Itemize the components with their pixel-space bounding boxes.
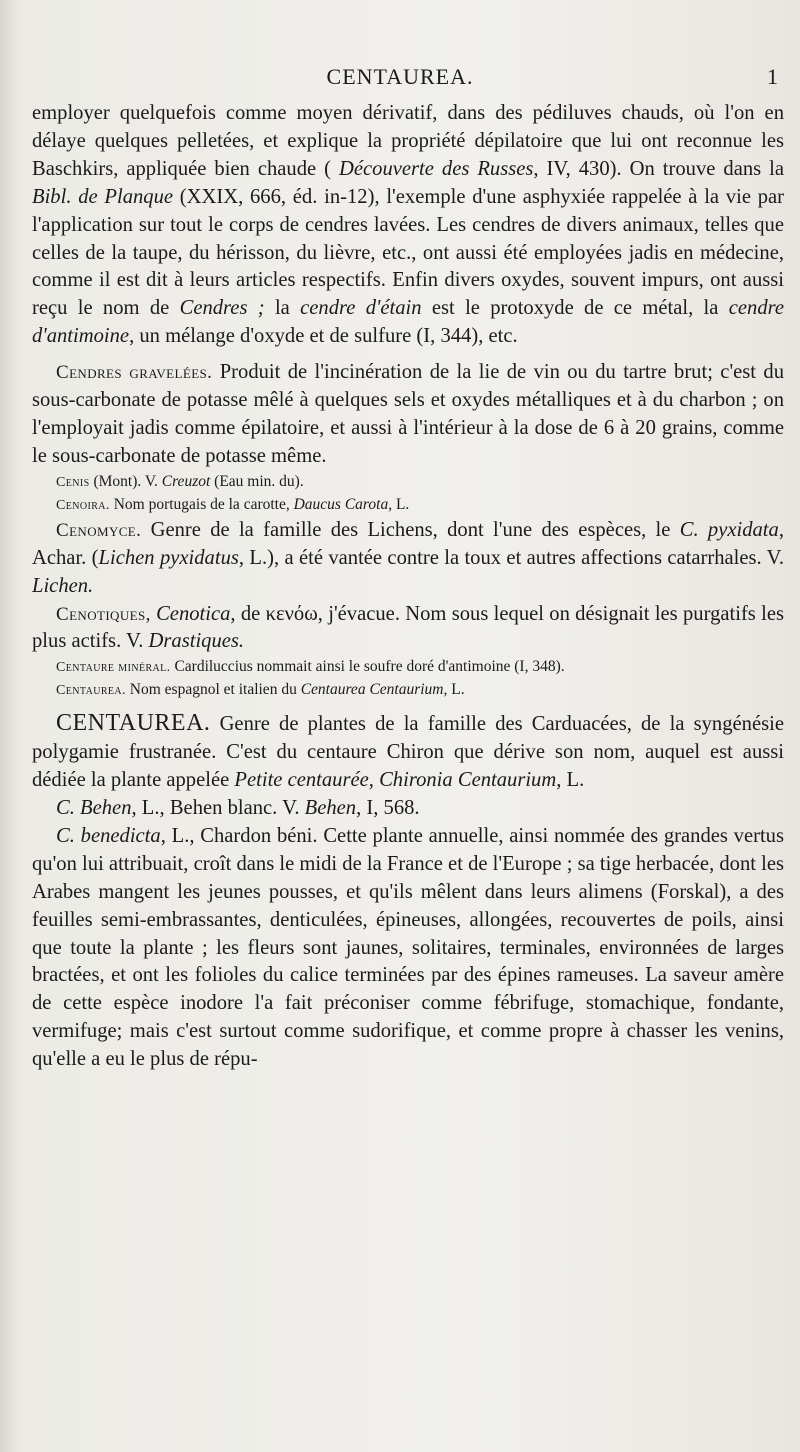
page-body bbox=[32, 100, 784, 1074]
entry-cendres-gravelees: Cendres gravelées. Produit de l'incinération de la lie de vin ou du tartre brut; c'est du sous-carbonate de potasse mêlé à quelques sels et oxydes métalliques et à du charbon ; on l'employait jadis comme épilatoire, et aussi à l'intérieur à la dose de 6 à 20 grains, comme le sous-carbonate de potasse même. bbox=[32, 361, 785, 467]
entry-cenoira: Cenoira. Nom portugais de la carotte, Daucus Carota, L. bbox=[56, 495, 410, 513]
entry-headword: Cenomyce. bbox=[56, 519, 142, 541]
entry-headword: Centaurea. bbox=[56, 683, 126, 699]
running-title: CENTAUREA. bbox=[326, 64, 474, 89]
entry-centaure-mineral: Centaure minéral. Cardiluccius nommait ainsi le soufre doré d'antimoine (I, 348). bbox=[56, 658, 565, 676]
entry-centaurea-genus: CENTAUREA. Genre de plantes de la famille des Carduacées, de la syngénésie polygamie frustranée. C'est du centaure Chiron que dérive son nom, auquel est aussi dédiée la plante appelée Petite centaurée, Chironia Centaurium, L. bbox=[32, 710, 784, 792]
page-number: 1 bbox=[767, 64, 778, 89]
entry-cenis: Cenis (Mont). V. Creuzot (Eau min. du). bbox=[56, 472, 304, 490]
entry-cenotiques: Cenotiques, Cenotica, de κενόω, j'évacue. Nom sous lequel on désignait les purgatifs les plus actifs. V. Drastiques. bbox=[32, 602, 784, 653]
entry-headword: Cenotiques, bbox=[56, 603, 151, 625]
paragraph-cendres-continued: employer quelquefois comme moyen dérivatif, dans des pédiluves chauds, où l'on en délaye quelques pelletées, et explique la propriété dépilatoire que lui ont reconnue les Baschkirs, appliquée bien chaude ( Découverte des Russes, IV, 430). On trouve dans la Bibl. de Planque (XXIX, 666, éd. in-12), l'exemple d'une asphyxiée rappelée à la vie par l'application sur tout le corps de cendres lavées. Les cendres de divers animaux, telles que celles de la taupe, du hérisson, du lièvre, etc., ont aussi été employées jadis en médecine, comme il est dit à leurs articles respectifs. Enfin divers oxydes, souvent impurs, ont aussi reçu le nom de Cendres ; la cendre d'étain est le protoxyde de ce métal, la cendre d'antimoine, un mélange d'oxyde et de sulfure (I, 344), etc. bbox=[32, 102, 785, 348]
entry-headword: Centaure minéral. bbox=[56, 660, 171, 676]
entry-headword: Cendres gravelées. bbox=[56, 362, 213, 384]
entry-headword: Cenis bbox=[56, 474, 90, 490]
entry-c-behen: C. Behen, L., Behen blanc. V. Behen, I, 568. bbox=[56, 797, 420, 820]
entry-headword: Cenoira. bbox=[56, 497, 110, 513]
entry-c-benedicta: C. benedicta, L., Chardon béni. Cette plante annuelle, ainsi nommée des grandes vertus qu'on lui attribuait, croît dans le midi de la France et de l'Europe ; sa tige herbacée, dont les Arabes mangent les jeunes pousses, et qu'ils mêlent dans leurs alimens (Forskal), a des feuilles semi-embrassantes, denticulées, épineuses, allongées, recouvertes de poils, ainsi que toute la plante ; les fleurs sont jaunes, solitaires, terminales, environnées de larges bractées, et ont les folioles du calice terminées par des épines rameuses. La saveur amère de cette espèce inodore l'a fait préconiser comme fébrifuge, stomachique, fondante, vermifuge; mais c'est surtout comme sudorifique, et comme propre à chasser les venins, qu'elle a eu le plus de répu- bbox=[32, 824, 784, 1071]
entry-cenomyce: Cenomyce. Genre de la famille des Lichens, dont l'une des espèces, le C. pyxidata, Achar. (Lichen pyxidatus, L.), a été vantée contre la toux et autres affections catarrhales. V. Lichen. bbox=[32, 518, 785, 597]
entry-centaurea-name: Centaurea. Nom espagnol et italien du Centaurea Centaurium, L. bbox=[56, 681, 465, 699]
entry-headword-main: CENTAUREA. bbox=[56, 710, 211, 737]
